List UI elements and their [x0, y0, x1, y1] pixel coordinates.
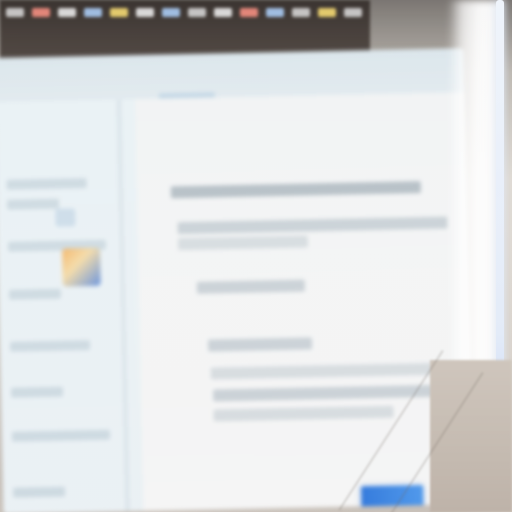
keyboard-key [162, 8, 180, 17]
sidebar-item[interactable] [9, 289, 61, 300]
field-value-line [213, 406, 393, 422]
keyboard-key [240, 8, 258, 17]
sidebar-item[interactable] [7, 199, 59, 210]
page-title-line [171, 181, 421, 198]
keyboard-key [266, 8, 284, 17]
keyboard-key [188, 8, 206, 17]
application-window [0, 48, 473, 512]
keyboard-key [32, 8, 50, 17]
keyboard-keys [6, 8, 362, 17]
section-line [197, 280, 305, 294]
sidebar-item[interactable] [13, 487, 65, 498]
sidebar-item[interactable] [7, 178, 87, 190]
sidebar-item[interactable] [11, 387, 63, 398]
keyboard-key [58, 8, 76, 17]
floor-background [430, 360, 512, 512]
keyboard-key [84, 8, 102, 17]
monitor-frame [496, 0, 504, 418]
keyboard-key [214, 8, 232, 17]
keyboard-key [344, 8, 362, 17]
main-content [135, 92, 474, 511]
keyboard-key [292, 8, 310, 17]
keyboard-key [110, 8, 128, 17]
keyboard-key [6, 8, 24, 17]
sidebar-item[interactable] [10, 340, 90, 352]
keyboard-key [318, 8, 336, 17]
description-line [178, 235, 308, 250]
field-label-line [208, 337, 312, 351]
description-line [177, 217, 447, 235]
sidebar-item[interactable] [12, 430, 110, 442]
app-icon [62, 248, 101, 287]
folder-icon [55, 208, 75, 226]
keyboard-key [136, 8, 154, 17]
